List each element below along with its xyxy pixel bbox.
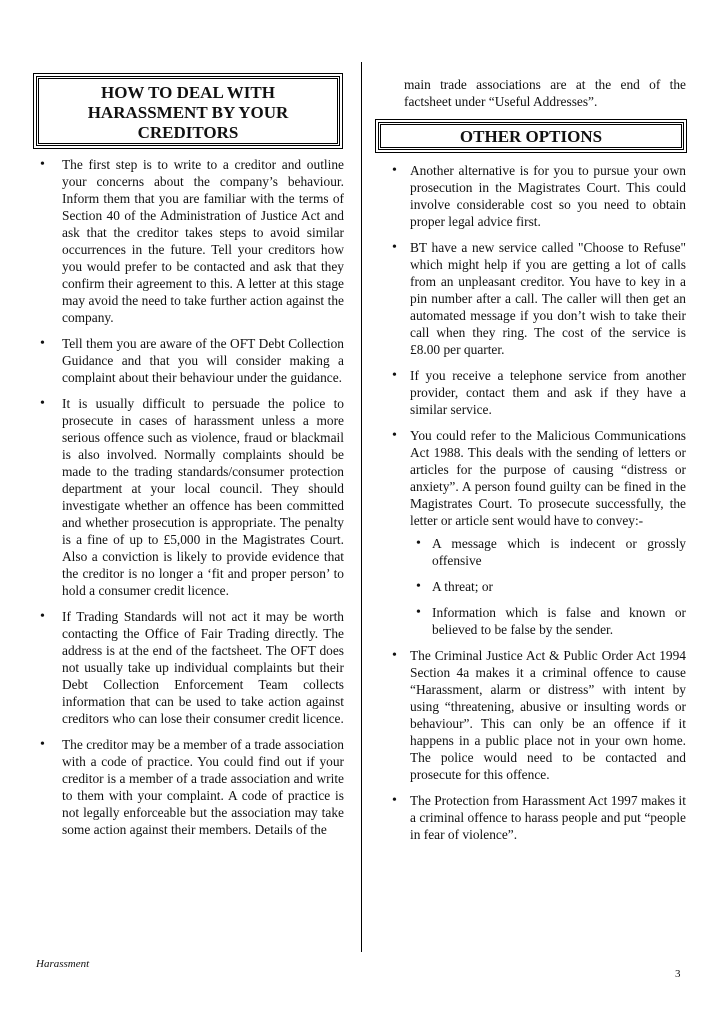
- list-item: • Another alternative is for you to pursue your own prosecution in the Magistrates Court. This could involve considerable cost so you need to obtain proper legal advice first.: [378, 162, 686, 230]
- list-item: • BT have a new service called "Choose to Refuse" which might help if you are getting a lot of calls from an unpleasant creditor. You have to key in a pin number after a call. The caller will then get an automated message if you don’t wish to take their call when they ring. The cost of the service is £8.00 per quarter.: [378, 239, 686, 358]
- continued-text: main trade associations are at the end of the factsheet under “Useful Addresses”.: [404, 77, 686, 109]
- list-item: • The Criminal Justice Act & Public Order Act 1994 Section 4a makes it a criminal offence to cause “Harassment, alarm or distress” with intent by using “threatening, abusive or insulting words or behaviour”. This can only be an offence if it happens in a public place not in your own home. The police would need to be contacted and prosecute for this offence.: [378, 647, 686, 783]
- left-section-title: HOW TO DEAL WITH HARASSMENT BY YOUR CREDITORS: [36, 76, 340, 146]
- footer-label: Harassment: [36, 958, 90, 970]
- list-item: • Tell them you are aware of the OFT Debt Collection Guidance and that you will consider making a complaint about their behaviour under the guidance.: [36, 335, 344, 386]
- list-item-text: You could refer to the Malicious Communications Act 1988. This deals with the sending of letters or articles for the purpose of causing “distress or anxiety”. A person found guilty can be fined in the Magistrates Court. To prosecute successfully, the letter or article sent would have to convey:-: [410, 428, 686, 528]
- list-item: • If you receive a telephone service from another provider, contact them and ask if they have a similar service.: [378, 367, 686, 418]
- page-number: 3: [675, 968, 681, 980]
- list-item: • If Trading Standards will not act it may be worth contacting the Office of Fair Trading directly. The address is at the end of the factsheet. The OFT does not usually take up individual complaints but their Debt Collection Enforcement Team collects information that can be used to take action against creditors who can lose their consumer credit licence.: [36, 608, 344, 727]
- right-section-title: OTHER OPTIONS: [378, 122, 684, 150]
- list-item: • The Protection from Harassment Act 1997 makes it a criminal offence to harass people and put “people in fear of violence”.: [378, 792, 686, 843]
- left-bullet-list: [36, 156, 344, 847]
- sub-list-item: • A message which is indecent or grossly offensive: [410, 535, 686, 569]
- sub-list-item: • Information which is false and known or believed to be false by the sender.: [410, 604, 686, 638]
- sub-bullet-list: [410, 535, 686, 638]
- sub-list-item: • A threat; or: [410, 578, 686, 595]
- right-bullet-list: [378, 162, 686, 852]
- list-item: • The first step is to write to a creditor and outline your concerns about the company’s behaviour. Inform them that you are familiar with the terms of Section 40 of the Administration of Justice Act and ask that the creditor takes steps to avoid similar occurrences in the future. Tell your creditors how you would prefer to be contacted and ask that they confirm their agreement to this. A letter at this stage may avoid the need to take further action against the company.: [36, 156, 344, 326]
- column-divider: [361, 62, 362, 952]
- list-item: • It is usually difficult to persuade the police to prosecute in cases of harassment unless a more serious offence such as violence, fraud or blackmail is also involved. Normally complaints should be made to the trading standards/consumer protection department at your local council. They should investigate whether an offence has been committed and whether prosecution is appropriate. The penalty is a fine of up to £5,000 in the Magistrates Court. Also a conviction is likely to provide evidence that the creditor is no longer a ‘fit and proper person’ to hold a consumer credit licence.: [36, 395, 344, 599]
- list-item: • The creditor may be a member of a trade association with a code of practice. You could find out if your creditor is a member of a trade association and write to them with your complaint. A code of practice is not legally enforceable but the association may take some action against their members. Details of the: [36, 736, 344, 838]
- list-item: [378, 427, 686, 638]
